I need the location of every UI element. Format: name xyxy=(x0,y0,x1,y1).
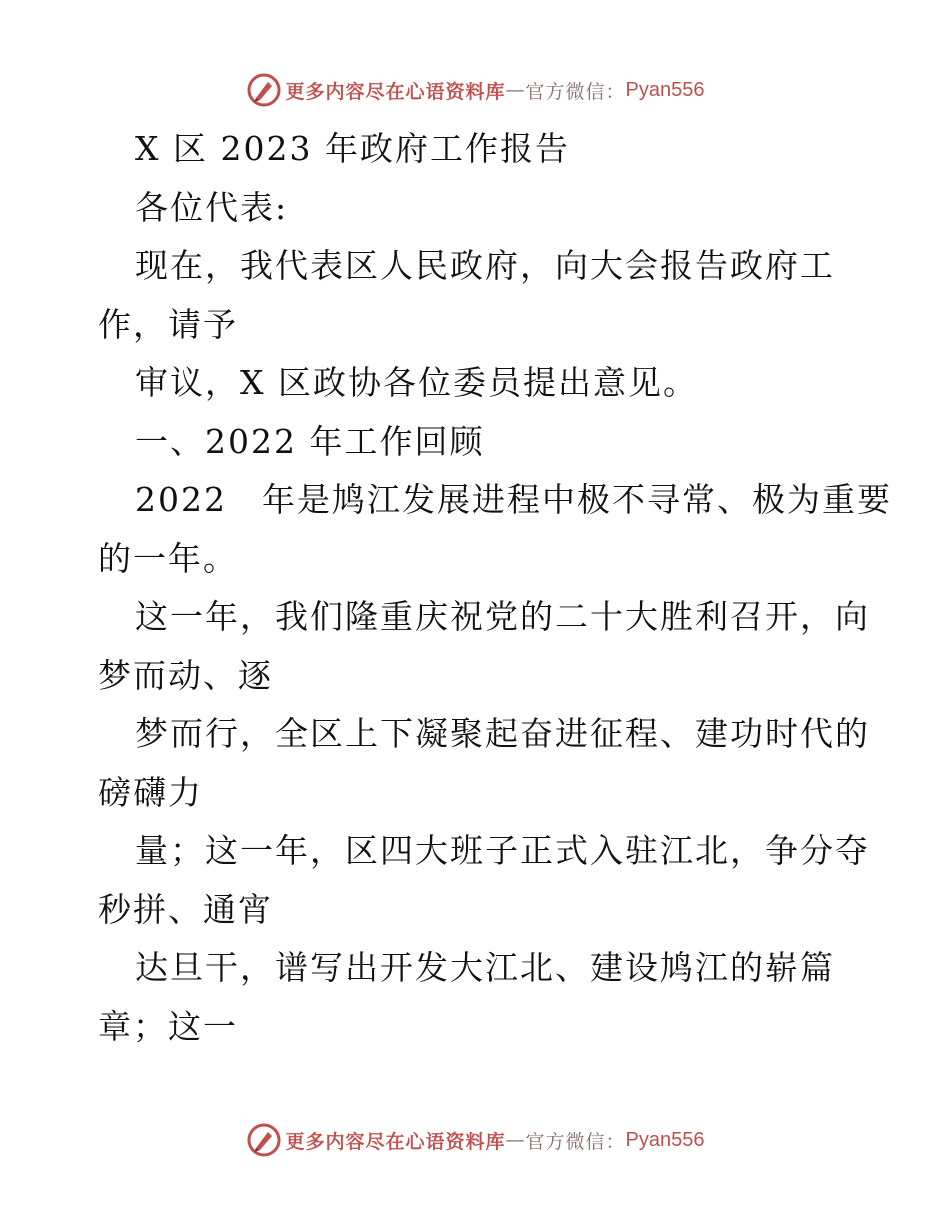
banner-site-text: 更多内容尽在心语资料库 xyxy=(285,1130,506,1153)
text-line: 章；这一 xyxy=(98,1006,238,1046)
banner-dash: — xyxy=(505,79,526,101)
header-banner xyxy=(0,70,950,110)
text-line: 审议，X 区政协各位委员提出意见。 xyxy=(135,363,698,402)
banner-dash: — xyxy=(505,1129,526,1151)
text-line: 达旦干，谱写出开发大江北、建设鸠江的崭篇 xyxy=(135,948,835,987)
text-line: 各位代表: xyxy=(135,187,289,227)
text-line: 一、2022 年工作回顾 xyxy=(135,421,485,461)
text-line: 2022 年是鸠江发展进程中极不寻常、极为重要 xyxy=(135,480,892,519)
text-line: 梦而动、逐 xyxy=(98,655,273,695)
text-line: 作，请予 xyxy=(98,304,238,344)
text-line: 梦而行，全区上下凝聚起奋进征程、建功时代的 xyxy=(135,714,870,753)
document-title: X 区 2023 年政府工作报告 xyxy=(135,129,570,168)
banner-wechat-id: Pyan556 xyxy=(625,78,705,101)
pen-logo-icon xyxy=(246,1122,282,1158)
banner-site-text: 更多内容尽在心语资料库 xyxy=(285,80,506,103)
document-body xyxy=(98,120,892,1056)
text-line: 现在，我代表区人民政府，向大会报告政府工 xyxy=(135,246,835,285)
text-line: 量；这一年，区四大班子正式入驻江北，争分夺 xyxy=(135,831,870,870)
text-line: 这一年，我们隆重庆祝党的二十大胜利召开，向 xyxy=(135,597,870,636)
text-line: 秒拼、通宵 xyxy=(98,889,273,929)
banner-wechat-label: 官方微信： xyxy=(525,80,626,103)
text-line: 磅礴力 xyxy=(98,772,203,812)
footer-banner xyxy=(0,1120,950,1160)
banner-wechat-label: 官方微信： xyxy=(525,1130,626,1153)
banner-wechat-id: Pyan556 xyxy=(625,1128,705,1151)
text-line: 的一年。 xyxy=(98,538,238,578)
pen-logo-icon xyxy=(246,72,282,108)
